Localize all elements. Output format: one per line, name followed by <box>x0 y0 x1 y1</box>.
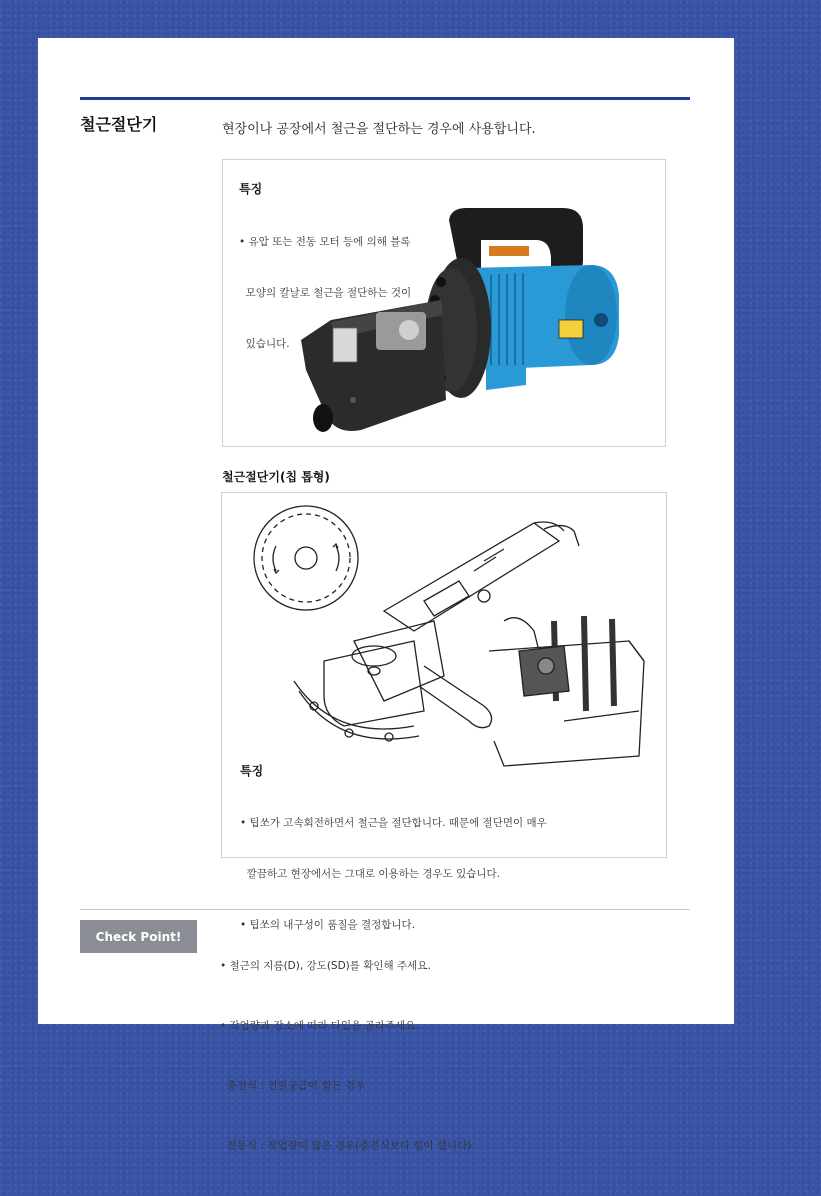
feature-box-chip-saw <box>221 492 667 931</box>
check-point-button[interactable]: Check Point! <box>80 920 197 953</box>
checkpoint-list <box>220 916 475 1196</box>
feature-box-cutter <box>222 159 666 447</box>
feature-line: 모양의 칼날로 철근을 절단하는 것이 <box>239 287 412 299</box>
subsection-title: 철근절단기(칩 톱형) <box>222 470 330 484</box>
feature-line: • 팁쏘의 내구성이 품질을 결정합니다. <box>240 919 416 931</box>
top-divider <box>80 97 690 100</box>
feature-line: 깔끔하고 현장에서는 그대로 이용하는 경우도 있습니다. <box>240 868 500 880</box>
rebar-cutter-illustration <box>291 200 621 440</box>
feature-line: 있습니다. <box>239 338 290 350</box>
checkpoint-item: • 작업량과 장소에 따라 타입을 골라주세요. <box>220 1020 419 1032</box>
feature-line: • 팁쏘가 고속회전하면서 철근을 절단합니다. 때문에 절단면이 매우 <box>240 817 547 829</box>
checkpoint-item: 충전식 : 전원공급이 힘든 경우 <box>220 1080 366 1092</box>
checkpoint-item: 전동식 : 작업량이 많은 경우(충전식보다 힘이 셉니다). <box>220 1140 475 1152</box>
chip-saw-line-drawing <box>234 501 654 769</box>
section-description: 현장이나 공장에서 철근을 절단하는 경우에 사용합니다. <box>222 122 536 137</box>
feature-title: 특징 <box>240 764 264 778</box>
section-title: 철근절단기 <box>80 115 158 134</box>
checkpoint-divider <box>80 909 690 910</box>
feature-title: 특징 <box>239 182 263 196</box>
feature-line: • 유압 또는 전동 모터 등에 의해 블록 <box>239 236 411 248</box>
page <box>38 38 734 1152</box>
checkpoint-item: • 철근의 지름(D), 강도(SD)를 확인해 주세요. <box>220 960 431 972</box>
